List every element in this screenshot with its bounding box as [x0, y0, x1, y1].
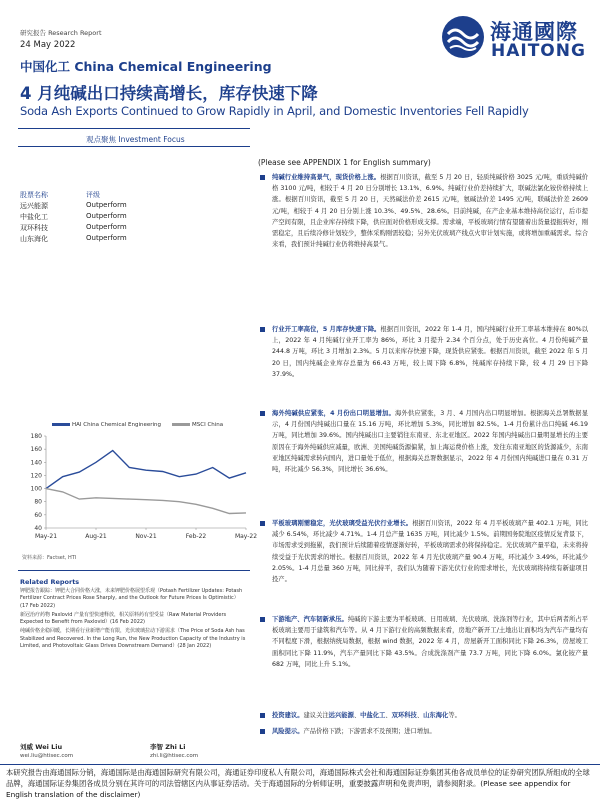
- related-report-item[interactable]: 新冠治疗药物 Paxlovid 产量有望快速释放，相关原料药有望受益（Raw Material Providers Expected to Benefit from Paxlovid）(16 Feb 2022): [20, 611, 227, 626]
- legend-label: HAI China Chemical Engineering: [72, 422, 161, 428]
- bullet-item: [258, 726, 588, 737]
- related-reports-list: [20, 588, 246, 650]
- x-tick-label: May-22: [234, 533, 258, 540]
- ratings-value: Outperform: [86, 212, 127, 220]
- price-performance-chart: [20, 430, 258, 548]
- legend-item: [52, 422, 161, 428]
- x-tick-label: Nov-21: [135, 533, 157, 540]
- y-tick-label: 120: [30, 472, 42, 480]
- series-line: [46, 489, 246, 514]
- stock-name: 山东海化: [423, 712, 449, 719]
- related-report-item[interactable]: 钾肥报告跟踪：钾肥大合同价格大涨，未来钾肥价格展望乐观（Potash Fertilizer Updates: Potash Fertilizer Contract Prices Rose Sharply, and the Outlook for Future Prices Is Optimistic）(17 Feb 2022): [20, 588, 243, 609]
- y-tick-label: 60: [34, 511, 42, 519]
- stock-name: 中盐化工: [360, 712, 386, 719]
- bullet-head: 行业开工率高位，5 月库存快速下降。: [272, 326, 381, 333]
- stock-name: 双环科技: [391, 712, 417, 719]
- legend-swatch: [52, 423, 70, 426]
- bullet-item: [258, 172, 588, 250]
- bullet-head: 投资建议。: [272, 712, 304, 719]
- legend-label: MSCI China: [192, 422, 224, 428]
- ratings-company: 双环科技: [20, 224, 48, 232]
- ratings-value: Outperform: [86, 201, 127, 209]
- x-tick-label: May-21: [34, 533, 58, 540]
- x-tick-label: Aug-21: [85, 533, 107, 540]
- haitong-logo: [440, 14, 590, 62]
- series-line: [46, 451, 246, 489]
- bullet-head: 风险提示。: [272, 728, 304, 735]
- investment-focus-label: 观点聚焦 Investment Focus: [86, 135, 185, 144]
- y-tick-label: 40: [34, 525, 42, 532]
- divider: [18, 570, 250, 571]
- bullet-body: 根据百川资讯，截至 5 月 20 日，轻质纯碱价格 3025 元/吨，重质纯碱价格 3100 元/吨，相较于 4 月 20 日分别增长 13.1%、6.9%。纯碱行业价差持续扩大，联碱法氯化铵价格持续上涨。根据百川资讯，截至 5 月 20 日，天然碱法价差 2615 元/吨，氨碱法价差 1495 元/吨，联碱法价差 2609 元/吨，相较于 4 月 20 日分别上涨 10.3%、49.5%、28.6%。目前纯碱，在产企业基本维持高位运行，后市提产空间有限，且企业库存持续下降，供应面对价格形成支撑。需求端，平板玻璃行情有望随着出货量提振转好，刚需稳定，且后续冷修计划较少，整体采购刚需较稳；另外光伏玻璃产线点火审计划实施，或将增加重碱需求。综合来看，我们预计纯碱行业仍将维持高景气。: [272, 174, 588, 249]
- bullet-square-icon: [260, 175, 265, 180]
- legend-swatch: [172, 423, 190, 426]
- ratings-value: Outperform: [86, 223, 127, 231]
- bullet-body: 根据百川资讯，2022 年 4 月平板玻璃产量 402.1 万吨，同比减少 6.54%，环比减少 4.71%。1-4 月总产量 1635 万吨，同比减少 1.5%。前期国务院地区疫情反复背景下，市场需求受到拖累，我们预计后续随着疫情逐渐好转，平板玻璃需求仍将保持稳定。光伏玻璃产量平稳，未来将持续受益于光伏需求的增长。根据百川资讯，2022 年 4 月光伏玻璃产量 90.4 万吨，环比减少 3.49%，环比减少 2.05%。1-4 月总量 360 万吨，同比持平，我们认为随着下游光伏行业的需求增长，光伏玻璃将持续有新建项目投产。: [272, 520, 588, 584]
- bullet-head: 纯碱行业维持高景气，现货价格上涨。: [272, 174, 381, 181]
- analyst: [20, 742, 73, 759]
- bullet-body: 海外供应紧张，3 月、4 月国内出口明显增加。根据海关总署数据显示，4 月份国内纯碱出口量在 15.16 万吨，环比增加 5.3%，同比增加 82.5%。1-4 月份累计出口纯碱 46.19 万吨，同比增加 39.6%。国内纯碱出口主要销往东南亚、东北亚地区。2022 年国内纯碱出口量明显增长的主要原因在于海外纯碱供应减量，欧洲、美国纯碱货源偏紧，加上海运费价格上涨，发往东南亚地区的货源减少，东南亚地区纯碱需求转向国内，进口量处于低位，根据海关总署数据显示，2022 年 4 月份国内纯碱进口量在 0.31 万吨，环比减少 56.3%，同比增长 36.6%。: [272, 410, 588, 474]
- ratings-col-rating: 评级: [86, 191, 100, 199]
- analyst-name: 李智 Zhi Li: [150, 743, 186, 751]
- analyst-email[interactable]: wei.liu@htisec.com: [20, 753, 74, 759]
- x-tick-label: Feb-22: [185, 533, 207, 540]
- bullet-square-icon: [260, 713, 265, 718]
- report-title-cn: 4 月纯碱出口持续高增长，库存快速下降: [20, 84, 318, 103]
- bullet-item: [258, 408, 588, 475]
- bullet-body: 根据百川资讯，2022 年 1-4 月，国内纯碱行业开工率基本维持在 80%以上，2022 年 4 月纯碱行业开工率为 86%，环比 3 月提升 2.34 个百分点，处于历史高位。4 月份纯碱产量 244.8 万吨，环比 3 月增加 2.3%。5 月以来库存快速下降，现货供应紧张。根据百川资讯，截至 2022 年 5 月 20 日，国内纯碱企业库存总量为 66.43 万吨，较上周下降 6.8%，纯碱库存持续下降，较 4 月 29 日下降 37.9%。: [272, 326, 589, 378]
- y-tick-label: 140: [30, 459, 42, 467]
- bullet-square-icon: [260, 521, 265, 526]
- stock-name: 远兴能源: [328, 712, 354, 719]
- footer-divider: [0, 764, 600, 765]
- bullet-item: [258, 710, 588, 721]
- legend-item: [172, 422, 223, 428]
- logo-en: HAITONG: [491, 41, 586, 61]
- bullet-square-icon: [260, 411, 265, 416]
- related-report-item[interactable]: 纯碱价格企稳回暖，长期看行业新增产能有限，光伏玻璃拉动下游需求（The Price of Soda Ash has Stabilized and Recovered. In the Long Run, the New Production Capacity of the Industry is Limited, and Photovoltaic Glass Drives Downstream Demand）(28 Jan 2022): [20, 628, 246, 650]
- bullet-square-icon: [260, 617, 265, 622]
- divider: [18, 128, 250, 129]
- chart-source: 资料来源：Factset, HTI: [22, 555, 77, 561]
- ratings-company: 中盐化工: [20, 213, 48, 221]
- y-tick-label: 180: [30, 433, 42, 440]
- bullet-square-icon: [260, 327, 265, 332]
- bullet-square-icon: [260, 729, 265, 734]
- bullet-head: 下游地产、汽车韧新承压。: [272, 616, 348, 623]
- bullet-item: [258, 614, 588, 670]
- related-reports-title: Related Reports: [20, 578, 80, 586]
- ratings-value: Outperform: [86, 234, 127, 242]
- summary-header: (Please see APPENDIX 1 for English summary): [258, 158, 431, 167]
- bullet-head: 平板玻璃刚需稳定，光伏玻璃受益光伏行业增长。: [272, 520, 413, 527]
- report-type: 研究报告 Research Report: [20, 29, 102, 37]
- y-tick-label: 100: [30, 485, 42, 493]
- bullet-body: 建议关注远兴能源、中盐化工、双环科技、山东海化等。: [303, 712, 461, 719]
- ratings-company: 山东海化: [20, 235, 48, 243]
- analyst: [150, 742, 198, 759]
- bullet-item: [258, 518, 588, 585]
- analyst-email[interactable]: zhi.li@htisec.com: [150, 753, 199, 759]
- sector-title: 中国化工 China Chemical Engineering: [20, 59, 272, 74]
- y-tick-label: 160: [30, 446, 42, 454]
- bullet-item: [258, 324, 588, 380]
- disclaimer: 本研究报告由海通国际分销，海通国际是由海通国际研究有限公司，海通证券印度私人有限公司，海通国际株式会社和海通国际证券集团其他各成员单位的证券研究团队所组成的全球品牌，海通国际证券集团各成员分别在其许可的司法管辖区内从事证券活动。关于海通国际的分析师证明，重要披露声明和免责声明，请参阅附录。(Please see appendix for English translation of the disclaimer): [6, 768, 590, 799]
- bullet-head: 海外纯碱供应紧张，4 月份出口明显增加。: [272, 410, 395, 417]
- y-tick-label: 80: [34, 498, 42, 506]
- ratings-company: 远兴能源: [20, 202, 48, 210]
- haitong-emblem-icon: [440, 14, 486, 60]
- analyst-name: 刘威 Wei Liu: [20, 743, 63, 751]
- bullet-body: 纯碱的下游主要为平板玻璃、日用玻璃、光伏玻璃、洗涤剂等行业，其中后两者所占平板玻璃主要用于建筑和汽车等。从 4 月下游行业的高频数据来看，房地产新开工/土地出让面积均为汽车产量均有不同程度下滑，根据纳统局数据，根据 wind 数据，2022 年 4 月，房屋新开工面积同比下降 26.3%，房屋竣工面积同比下降 11.9%，汽车产量同比下降 43.5%。合成洗涤剂产量 73.7 万吨，同比下降 6.0%。氯化铵产量 682 万吨，同比上升 5.1%。: [272, 616, 589, 668]
- bullet-body: 产品价格下跌；下游需求不及预期；进口增加。: [303, 728, 436, 735]
- logo-cn: 海通國際: [490, 19, 578, 44]
- ratings-col-company: 股票名称: [20, 191, 48, 199]
- divider: [18, 146, 250, 147]
- report-title-en: Soda Ash Exports Continued to Grow Rapidly in April, and Domestic Inventories Fell Rapidly: [20, 104, 529, 118]
- report-date: 24 May 2022: [20, 40, 76, 50]
